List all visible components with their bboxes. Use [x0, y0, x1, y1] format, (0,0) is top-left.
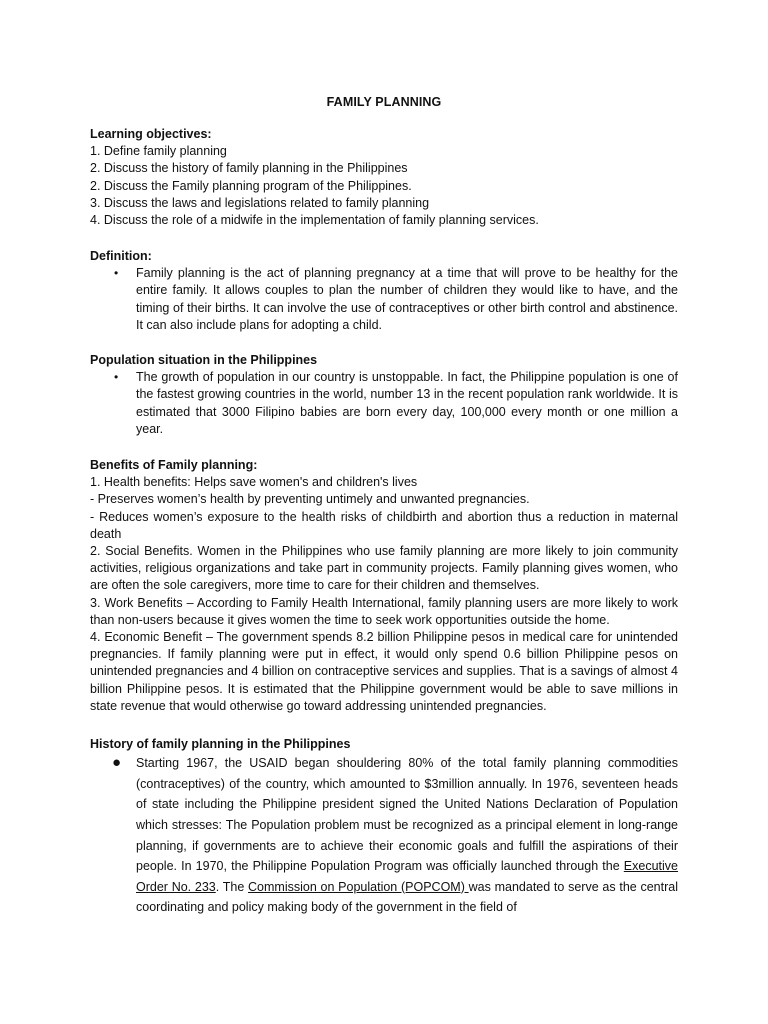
- definition-section: [90, 248, 678, 334]
- population-text: The growth of population in our country is unstoppable. In fact, the Philippine population is one of the fastest growing countries in the world, number 13 in the recent population rank worldwide. It is estimated that 3000 Filipino babies are born every day, 100,000 every month or one million a year.: [136, 370, 678, 436]
- work-benefit: 3. Work Benefits – According to Family Health International, family planning users are more likely to work than non-users because it gives women the time to seek work opportunities outside the home.: [90, 595, 678, 627]
- history-text: [136, 756, 678, 914]
- health-benefit: 1. Health benefits: Helps save women's and children's lives: [90, 475, 418, 490]
- executive-order-link[interactable]: Executive Order No. 233: [136, 859, 678, 894]
- objectives-section: [90, 126, 678, 229]
- history-text-part: . The: [215, 879, 249, 894]
- history-section: [90, 736, 678, 918]
- social-benefit: 2. Social Benefits. Women in the Philippines who use family planning are more likely to join community activities, religious organizations and take part in community projects. Family planning gives women, who are often the sole caregivers, more time to care for their children and themselves.: [90, 544, 678, 593]
- benefits-heading: Benefits of Family planning:: [90, 458, 258, 472]
- population-bullet: [90, 369, 678, 438]
- definition-text: Family planning is the act of planning pregnancy at a time that will prove to be healthy for the entire family. It allows couples to plan the number of children they would like to have, and the timing of their births. It can involve the use of contraceptives or other birth control and abstinence. It can also include plans for adopting a child.: [136, 266, 678, 332]
- history-text-part: Starting 1967, the USAID began shouldering 80% of the total family planning commodities (contraceptives) of the country, which amounted to $3million annually. In 1976, seventeen heads of state including the Philippine president signed the United Nations Declaration of Population which stresses: The Population problem must be recognized as a principal element in long-range planning, if governments are to achieve their economic goals and fulfill the aspirations of their people. In 1970, the Philippine Population Program was officially launched through the: [136, 756, 678, 874]
- popcom-link[interactable]: Commission on Population (POPCOM): [248, 879, 469, 894]
- objective-item: 4. Discuss the role of a midwife in the implementation of family planning services.: [90, 213, 539, 228]
- bullet-icon: ●: [112, 754, 122, 772]
- definition-bullet: [90, 265, 678, 334]
- health-benefit-sub: - Preserves women’s health by preventing untimely and unwanted pregnancies.: [90, 492, 530, 507]
- history-text-part: was mandated to serve as the central coordinating and policy making body of the government in the field of: [136, 879, 678, 915]
- definition-heading: Definition:: [90, 249, 152, 263]
- objective-item: 3. Discuss the laws and legislations related to family planning: [90, 195, 430, 210]
- health-benefit-sub: - Reduces women’s exposure to the health risks of childbirth and abortion thus a reduction in maternal death: [90, 509, 678, 541]
- history-heading: History of family planning in the Philippines: [90, 737, 351, 751]
- objective-item: 2. Discuss the Family planning program of the Philippines.: [90, 178, 412, 193]
- objective-item: 1. Define family planning: [90, 144, 227, 159]
- history-bullet: [90, 753, 678, 918]
- benefits-section: [90, 457, 678, 715]
- economic-benefit: 4. Economic Benefit – The government spends 8.2 billion Philippine pesos in medical care for unintended pregnancies. If family planning were put in effect, it would only spend 0.6 billion Philippine pesos on unintended pregnancies and 4 billion on contraceptive services and supplies. That is a savings of almost 4 billion Philippine pesos. It is estimated that the Philippine government would be able to save millions in state revenue that would otherwise go toward addressing unintended pregnancies.: [90, 630, 678, 713]
- population-heading: Population situation in the Philippines: [90, 353, 318, 367]
- bullet-icon: •: [114, 266, 119, 281]
- bullet-icon: •: [114, 370, 119, 385]
- population-section: [90, 352, 678, 438]
- page-title: FAMILY PLANNING: [326, 95, 442, 109]
- objectives-heading: Learning objectives:: [90, 127, 212, 141]
- objective-item: 2. Discuss the history of family planning in the Philippines: [90, 161, 408, 176]
